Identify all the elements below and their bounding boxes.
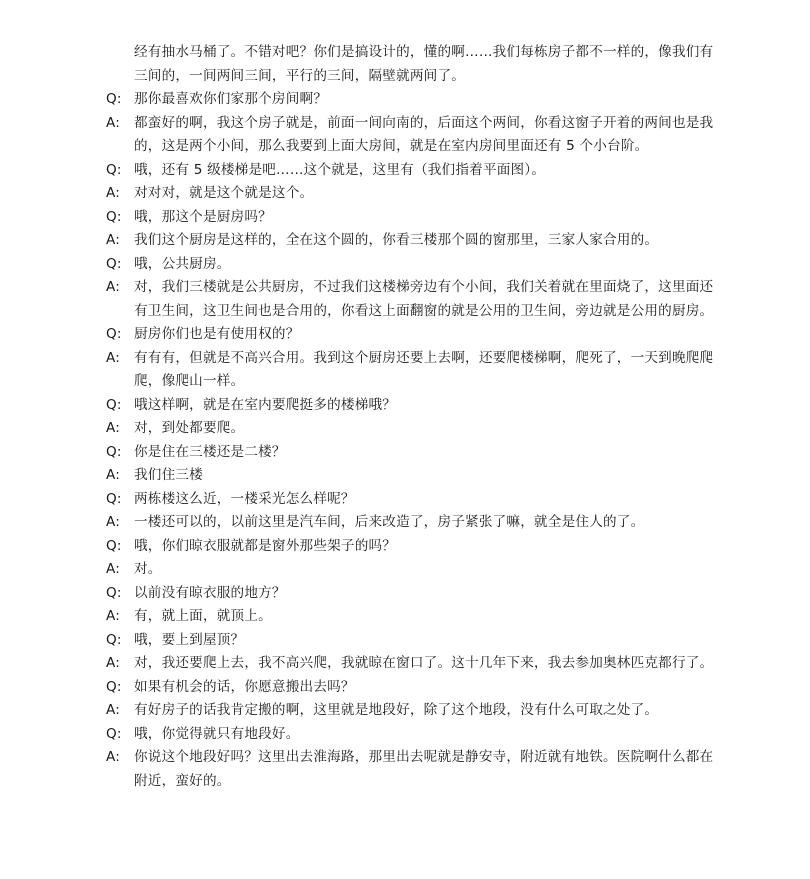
speaker-label: A: [106, 467, 121, 483]
speaker-label: A: [106, 514, 121, 530]
utterance-text: 两栋楼这么近，一楼采光怎么样呢？ [134, 490, 355, 507]
speaker-label: A: [106, 749, 121, 765]
speaker-label: A: [106, 702, 121, 718]
speaker-label: Q: [106, 208, 122, 225]
speaker-label: A: [106, 279, 121, 295]
speaker-label: A: [106, 349, 121, 366]
speaker-label: Q: [106, 584, 122, 601]
speaker-label: Q: [106, 725, 122, 742]
qa-line [106, 676, 716, 700]
qa-line [106, 605, 716, 629]
qa-line [106, 535, 716, 559]
speaker-label: A: [106, 420, 121, 436]
qa-line [106, 182, 716, 206]
speaker-label: Q: [106, 490, 122, 507]
speaker-label: Q: [106, 396, 122, 413]
speaker-label: A: [106, 232, 121, 248]
utterance-text: 哦，你觉得就只有地段好。 [134, 725, 300, 742]
speaker-label: Q: [106, 537, 122, 554]
utterance-text: 对。 [134, 561, 162, 577]
utterance-text: 那你最喜欢你们家那个房间啊？ [134, 91, 328, 107]
qa-line [106, 582, 716, 606]
qa-line [106, 652, 716, 676]
utterance-text: 以前没有晾衣服的地方？ [134, 584, 286, 601]
utterance-text: 哦这样啊，就是在室内要爬挺多的楼梯哦？ [134, 396, 397, 413]
qa-line [106, 441, 716, 465]
utterance-text: 哦，那这个是厨房吗？ [134, 208, 272, 225]
utterance-text: 哦，公共厨房。 [134, 255, 231, 272]
speaker-label: Q: [106, 678, 122, 695]
speaker-label: A: [106, 655, 121, 671]
utterance-text: 对，我们三楼就是公共厨房，不过我们这楼梯旁边有个小间，我们关着就在里面烧了，这里面还有卫生间，这卫生间也是合用的，你看这上面翻窗的就是公用的卫生间，旁边就是公用的厨房。 [134, 279, 714, 319]
speaker-label: A: [106, 185, 121, 201]
qa-line [106, 488, 716, 512]
qa-line [106, 229, 716, 253]
utterance-text: 厨房你们也是有使用权的？ [134, 326, 300, 342]
intro-paragraph: 经有抽水马桶了。不错对吧？你们是搞设计的，懂的啊……我们每栋房子都不一样的，像我们有三间的，一间两间三间，平行的三间，隔壁就两间了。 [134, 44, 714, 84]
utterance-text: 都蛮好的啊，我这个房子就是，前面一间向南的，后面这个两间，你看这窗子开着的两间也是我的，这是两个小间，那么我要到上面大房间，就是在室内房间里面还有 5 个小台阶。 [134, 114, 714, 154]
qa-line [106, 629, 716, 653]
qa-line [106, 394, 716, 418]
utterance-text: 一楼还可以的，以前这里是汽车间，后来改造了，房子紧张了嘛，就全是住人的了。 [134, 514, 645, 530]
qa-line [106, 746, 716, 793]
qa-line [106, 206, 716, 230]
utterance-text: 对，到处都要爬。 [134, 420, 245, 436]
qa-line [106, 511, 716, 535]
interview-transcript [106, 88, 716, 793]
utterance-text: 如果有机会的话，你愿意搬出去吗？ [134, 678, 355, 695]
utterance-text: 我们这个厨房是这样的，全在这个圆的，你看三楼那个圆的窗那里，三家人家合用的。 [134, 232, 659, 248]
speaker-label: Q: [106, 91, 122, 107]
utterance-text: 我们住三楼 [134, 467, 203, 483]
utterance-text: 你是住在三楼还是二楼？ [134, 443, 286, 460]
utterance-text: 哦，要上到屋顶？ [134, 631, 245, 648]
qa-line [106, 253, 716, 277]
utterance-text: 哦，还有 5 级楼梯是吧……这个就是，这里有（我们指着平面图）。 [134, 161, 546, 178]
speaker-label: Q: [106, 631, 122, 648]
speaker-label: Q: [106, 255, 122, 272]
utterance-text: 你说这个地段好吗？这里出去淮海路，那里出去呢就是静安寺，附近就有地铁。医院啊什么都在附近，蛮好的。 [134, 749, 714, 789]
speaker-label: A: [106, 561, 121, 577]
qa-line [106, 112, 716, 159]
qa-line [106, 88, 716, 112]
qa-line [106, 347, 716, 394]
speaker-label: A: [106, 114, 121, 131]
speaker-label: Q: [106, 443, 122, 460]
utterance-text: 有有有，但就是不高兴合用。我到这个厨房还要上去啊，还要爬楼梯啊，爬死了，一天到晚爬爬爬，像爬山一样。 [134, 349, 714, 389]
qa-line [106, 417, 716, 441]
speaker-label: Q: [106, 161, 122, 178]
qa-line [106, 464, 716, 488]
utterance-text: 对对对，就是这个就是这个。 [134, 185, 314, 201]
utterance-text: 有，就上面，就顶上。 [134, 608, 272, 624]
speaker-label: A: [106, 608, 121, 624]
qa-line [106, 723, 716, 747]
utterance-text: 有好房子的话我肯定搬的啊，这里就是地段好，除了这个地段，没有什么可取之处了。 [134, 702, 659, 718]
utterance-text: 哦，你们晾衣服就都是窗外那些架子的吗？ [134, 537, 397, 554]
speaker-label: Q: [106, 326, 122, 342]
utterance-text: 对，我还要爬上去，我不高兴爬，我就晾在窗口了。这十几年下来，我去参加奥林匹克都行了。 [134, 655, 714, 671]
qa-line [106, 699, 716, 723]
qa-line [106, 558, 716, 582]
qa-line [106, 276, 716, 323]
qa-line [106, 323, 716, 347]
qa-line [106, 159, 716, 183]
